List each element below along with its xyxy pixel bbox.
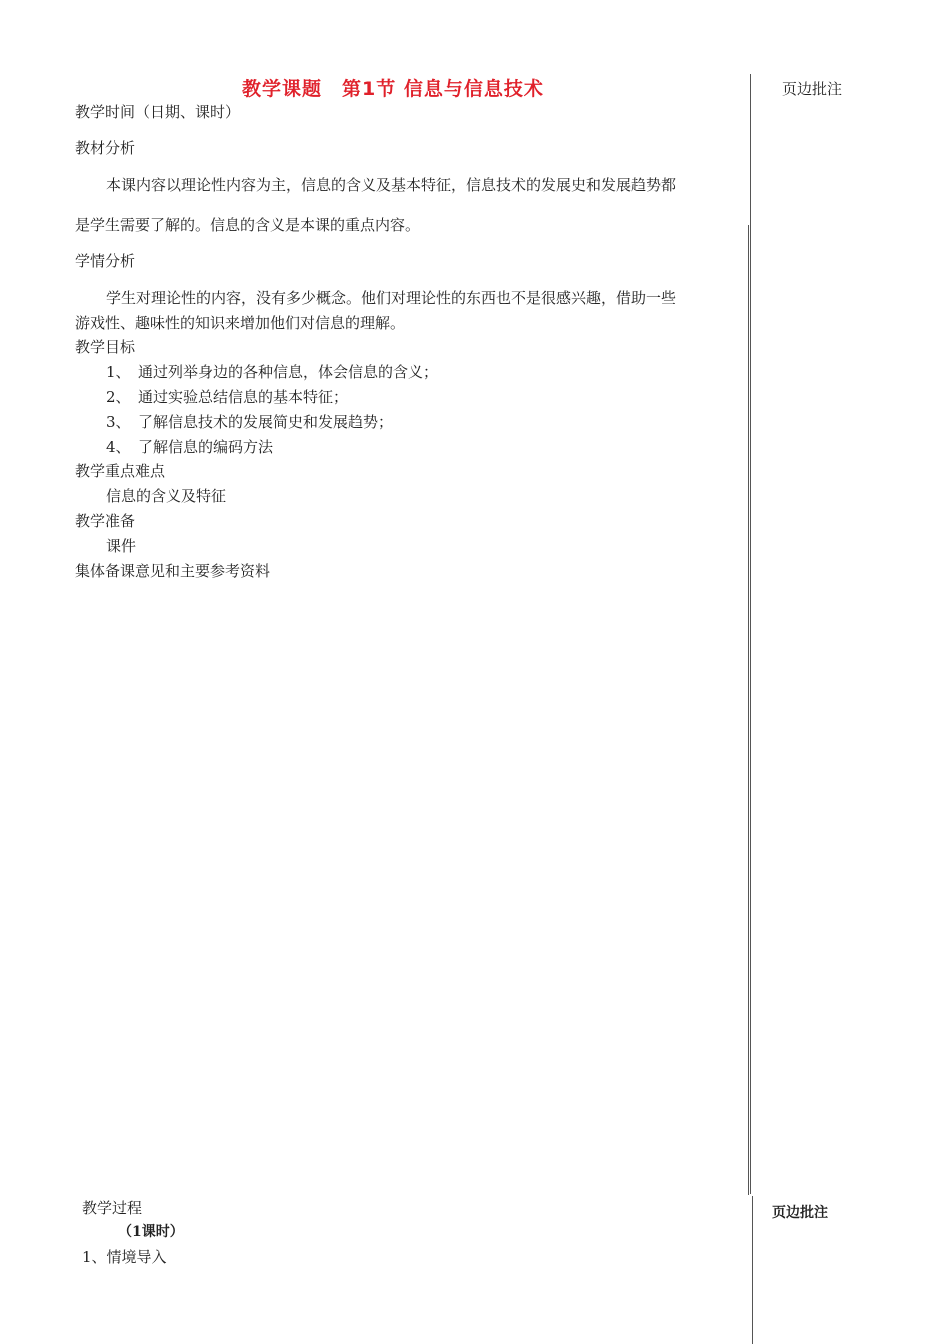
textbook-analysis-line-2: 是学生需要了解的。信息的含义是本课的重点内容。 <box>75 216 421 234</box>
teaching-goal-item: 1、 通过列举身边的各种信息，体会信息的含义； <box>106 363 439 381</box>
student-analysis-heading: 学情分析 <box>75 252 136 270</box>
page-title: 教学课题 第1节 信息与信息技术 <box>242 78 544 100</box>
margin-divider <box>750 74 751 1194</box>
margin-note-label-2: 页边批注 <box>772 1205 828 1221</box>
student-analysis-line-1: 学生对理论性的内容，没有多少概念。他们对理论性的东西也不是很感兴趣，借助一些 <box>106 289 677 307</box>
key-points-heading: 教学重点难点 <box>75 462 166 480</box>
margin-divider-page2 <box>752 1196 753 1344</box>
step-1-intro: 1、情境导入 <box>82 1248 167 1266</box>
teaching-prep-heading: 教学准备 <box>75 512 136 530</box>
lesson-count: （1课时） <box>118 1224 184 1240</box>
teaching-process-heading: 教学过程 <box>82 1199 143 1217</box>
margin-divider-inner <box>748 225 749 1195</box>
teaching-time-label: 教学时间（日期、课时） <box>75 103 241 121</box>
textbook-analysis-heading: 教材分析 <box>75 139 136 157</box>
teaching-goals-heading: 教学目标 <box>75 338 136 356</box>
key-points-text: 信息的含义及特征 <box>106 487 227 505</box>
teaching-prep-text: 课件 <box>106 537 137 555</box>
teaching-goal-item: 4、 了解信息的编码方法 <box>106 438 274 456</box>
collective-prep-heading: 集体备课意见和主要参考资料 <box>75 562 271 580</box>
teaching-goal-item: 2、 通过实验总结信息的基本特征； <box>106 388 349 406</box>
teaching-goal-item: 3、 了解信息技术的发展简史和发展趋势； <box>106 413 394 431</box>
student-analysis-line-2: 游戏性、趣味性的知识来增加他们对信息的理解。 <box>75 314 406 332</box>
margin-note-label: 页边批注 <box>782 80 843 98</box>
textbook-analysis-line-1: 本课内容以理论性内容为主，信息的含义及基本特征，信息技术的发展史和发展趋势都 <box>106 176 677 194</box>
